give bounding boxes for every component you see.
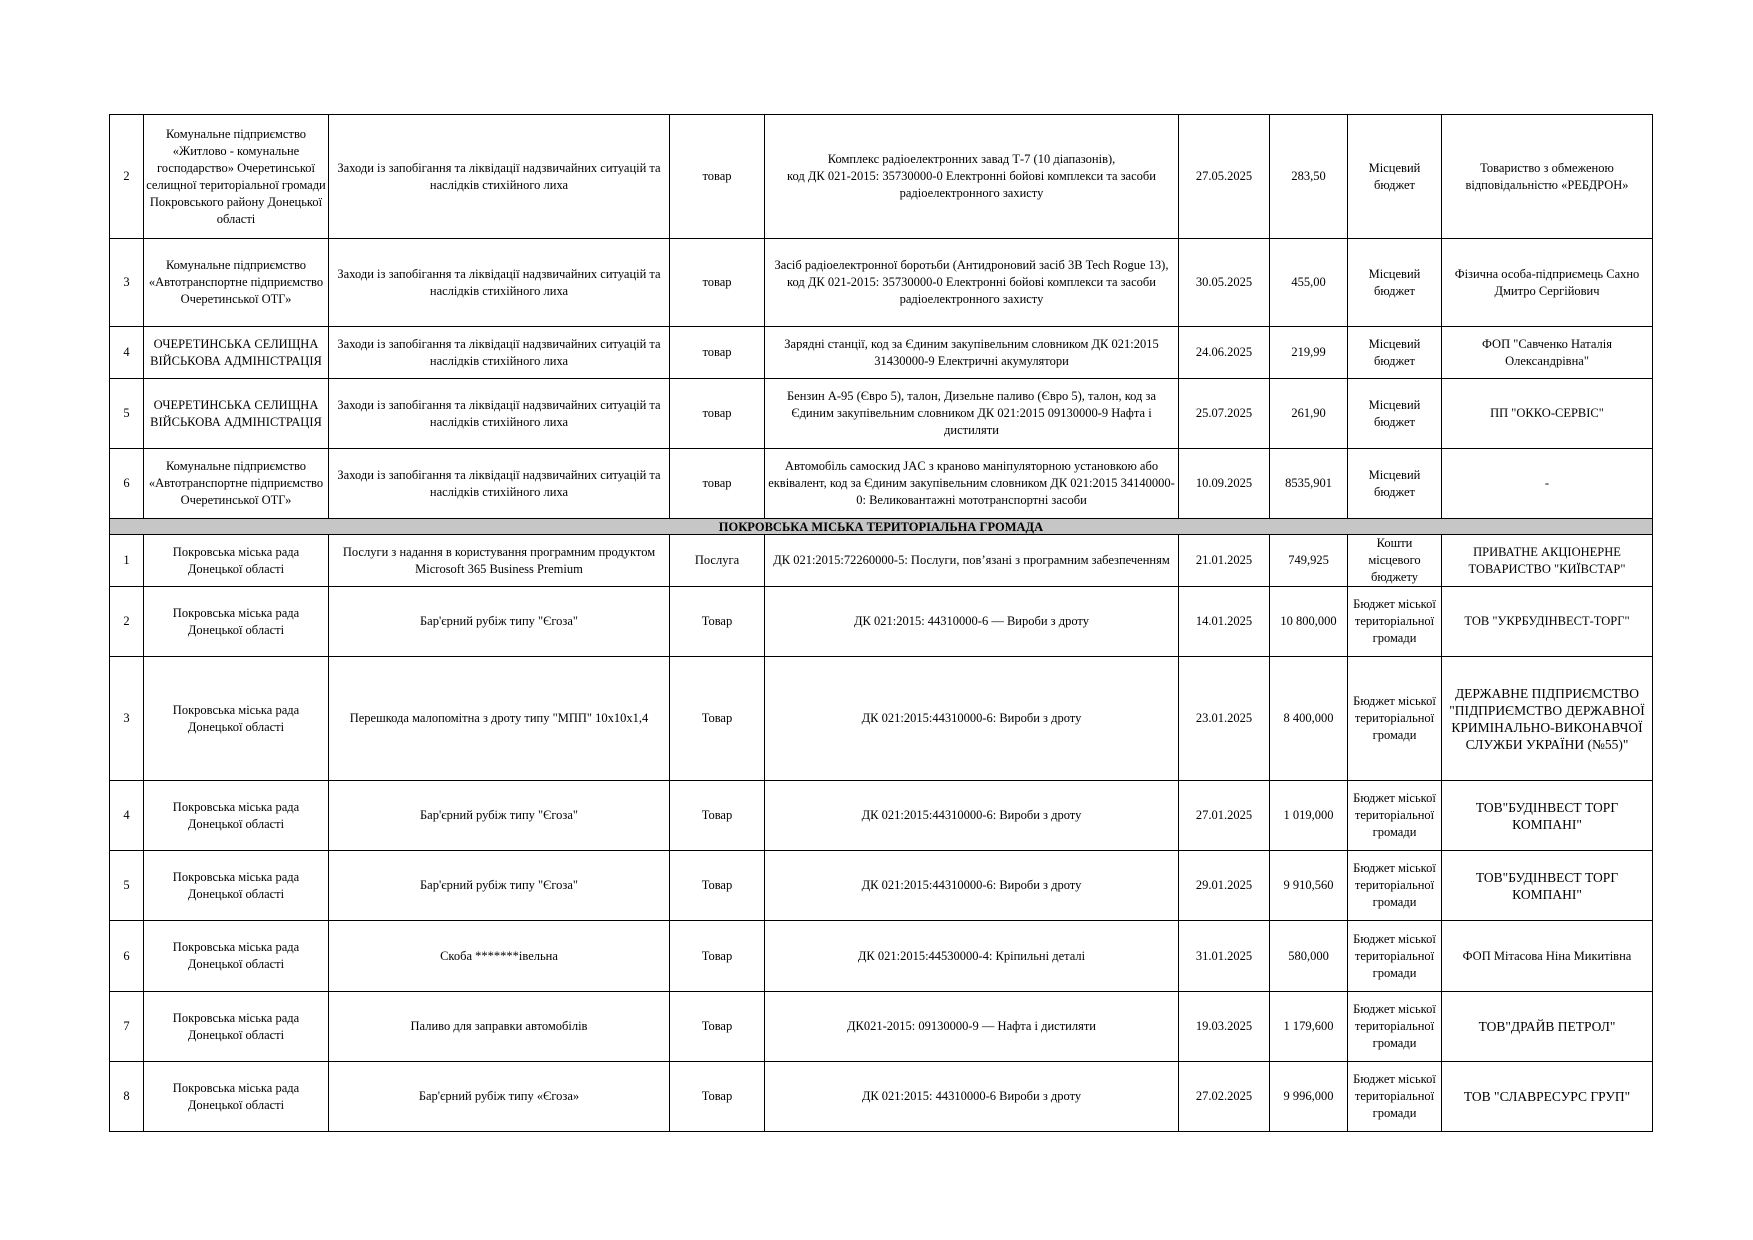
date-cell: 27.01.2025 xyxy=(1179,781,1270,851)
row-number: 3 xyxy=(110,239,144,327)
table-row xyxy=(110,327,1653,379)
supplier-cell: ДЕРЖАВНЕ ПІДПРИЄМСТВО "ПІДПРИЄМСТВО ДЕРЖАВНОЇ КРИМІНАЛЬНО-ВИКОНАВЧОЇ СЛУЖБИ УКРАЇНИ (№55)" xyxy=(1442,657,1653,781)
purpose-cell: Скоба *******івельна xyxy=(329,921,670,992)
table-row xyxy=(110,781,1653,851)
row-number: 6 xyxy=(110,449,144,519)
type-cell: Товар xyxy=(670,587,765,657)
customer-cell: Покровська міська рада Донецької області xyxy=(144,921,329,992)
section-title: ПОКРОВСЬКА МІСЬКА ТЕРИТОРІАЛЬНА ГРОМАДА xyxy=(110,519,1653,535)
table-row xyxy=(110,657,1653,781)
row-number: 4 xyxy=(110,781,144,851)
supplier-cell: ПП "ОККО-СЕРВІС" xyxy=(1442,379,1653,449)
purpose-cell: Паливо для заправки автомобілів xyxy=(329,992,670,1062)
customer-cell: Комунальне підприємство «Автотранспортне підприємство Очеретинської ОТГ» xyxy=(144,239,329,327)
amount-cell: 8535,901 xyxy=(1270,449,1348,519)
row-number: 2 xyxy=(110,587,144,657)
amount-cell: 455,00 xyxy=(1270,239,1348,327)
amount-cell: 9 910,560 xyxy=(1270,851,1348,921)
row-number: 5 xyxy=(110,379,144,449)
customer-cell: Покровська міська рада Донецької області xyxy=(144,851,329,921)
supplier-cell: ТОВ "УКРБУДІНВЕСТ-ТОРГ" xyxy=(1442,587,1653,657)
funding-source-cell: Бюджет міської територіальної громади xyxy=(1348,657,1442,781)
funding-source-cell: Бюджет міської територіальної громади xyxy=(1348,992,1442,1062)
amount-cell: 580,000 xyxy=(1270,921,1348,992)
row-number: 7 xyxy=(110,992,144,1062)
date-cell: 30.05.2025 xyxy=(1179,239,1270,327)
amount-cell: 261,90 xyxy=(1270,379,1348,449)
purpose-cell: Заходи із запобігання та ліквідації надзвичайних ситуацій та наслідків стихійного лиха xyxy=(329,327,670,379)
subject-cell: Зарядні станції, код за Єдиним закупівельним словником ДК 021:2015 31430000-9 Електричні акумулятори xyxy=(765,327,1179,379)
row-number: 6 xyxy=(110,921,144,992)
funding-source-cell: Бюджет міської територіальної громади xyxy=(1348,781,1442,851)
date-cell: 29.01.2025 xyxy=(1179,851,1270,921)
funding-source-cell: Місцевий бюджет xyxy=(1348,449,1442,519)
table-row xyxy=(110,379,1653,449)
customer-cell: Покровська міська рада Донецької області xyxy=(144,587,329,657)
date-cell: 24.06.2025 xyxy=(1179,327,1270,379)
type-cell: Товар xyxy=(670,992,765,1062)
subject-cell: ДК 021:2015:44310000-6: Вироби з дроту xyxy=(765,657,1179,781)
row-number: 4 xyxy=(110,327,144,379)
funding-source-cell: Бюджет міської територіальної громади xyxy=(1348,921,1442,992)
supplier-cell: ПРИВАТНЕ АКЦІОНЕРНЕ ТОВАРИСТВО "КИЇВСТАР" xyxy=(1442,535,1653,587)
subject-cell: ДК 021:2015:44310000-6: Вироби з дроту xyxy=(765,781,1179,851)
type-cell: товар xyxy=(670,449,765,519)
amount-cell: 219,99 xyxy=(1270,327,1348,379)
subject-cell: Комплекс радіоелектронних завад Т-7 (10 діапазонів), код ДК 021-2015: 35730000-0 Електронні бойові комплекси та засоби радіоелектронного захисту xyxy=(765,115,1179,239)
subject-cell: Засіб радіоелектронної боротьби (Антидроновий засіб 3В Tech Rogue 13), код ДК 021-2015: 35730000-0 Електронні бойові комплекси та засоби радіоелектронного захисту xyxy=(765,239,1179,327)
funding-source-cell: Бюджет міської територіальної громади xyxy=(1348,1062,1442,1132)
purpose-cell: Бар'єрний рубіж типу "Єгоза" xyxy=(329,851,670,921)
amount-cell: 8 400,000 xyxy=(1270,657,1348,781)
subject-cell: Автомобіль самоскид JAC з краново маніпуляторною установкою або еквівалент, код за Єдиним закупівельним словником ДК 021:2015 34140000-0: Великовантажні мототранспортні засоби xyxy=(765,449,1179,519)
date-cell: 10.09.2025 xyxy=(1179,449,1270,519)
table-row xyxy=(110,587,1653,657)
amount-cell: 283,50 xyxy=(1270,115,1348,239)
purpose-cell: Послуги з надання в користування програмним продуктом Microsoft 365 Business Premium xyxy=(329,535,670,587)
table-row xyxy=(110,115,1653,239)
date-cell: 31.01.2025 xyxy=(1179,921,1270,992)
funding-source-cell: Кошти місцевого бюджету xyxy=(1348,535,1442,587)
section-header-row xyxy=(110,519,1653,535)
type-cell: Товар xyxy=(670,921,765,992)
supplier-cell: ТОВ "СЛАВРЕСУРС ГРУП" xyxy=(1442,1062,1653,1132)
row-number: 1 xyxy=(110,535,144,587)
purpose-cell: Бар'єрний рубіж типу "Єгоза" xyxy=(329,781,670,851)
customer-cell: Комунальне підприємство «Житлово - комунальне господарство» Очеретинської селищної територіальної громади Покровського району Донецької області xyxy=(144,115,329,239)
type-cell: товар xyxy=(670,239,765,327)
date-cell: 21.01.2025 xyxy=(1179,535,1270,587)
customer-cell: Покровська міська рада Донецької області xyxy=(144,992,329,1062)
funding-source-cell: Місцевий бюджет xyxy=(1348,115,1442,239)
purpose-cell: Бар'єрний рубіж типу "Єгоза" xyxy=(329,587,670,657)
purpose-cell: Заходи із запобігання та ліквідації надзвичайних ситуацій та наслідків стихійного лиха xyxy=(329,239,670,327)
customer-cell: ОЧЕРЕТИНСЬКА СЕЛИЩНА ВІЙСЬКОВА АДМІНІСТРАЦІЯ xyxy=(144,379,329,449)
date-cell: 27.05.2025 xyxy=(1179,115,1270,239)
row-number: 5 xyxy=(110,851,144,921)
amount-cell: 1 179,600 xyxy=(1270,992,1348,1062)
type-cell: Товар xyxy=(670,657,765,781)
amount-cell: 1 019,000 xyxy=(1270,781,1348,851)
amount-cell: 9 996,000 xyxy=(1270,1062,1348,1132)
table-row xyxy=(110,921,1653,992)
table-row xyxy=(110,851,1653,921)
supplier-cell: Фізична особа-підприємець Сахно Дмитро Сергійович xyxy=(1442,239,1653,327)
supplier-cell: ФОП Мітасова Ніна Микитівна xyxy=(1442,921,1653,992)
table-row xyxy=(110,449,1653,519)
type-cell: товар xyxy=(670,327,765,379)
type-cell: товар xyxy=(670,115,765,239)
table-row xyxy=(110,239,1653,327)
procurement-table xyxy=(109,114,1653,1132)
date-cell: 23.01.2025 xyxy=(1179,657,1270,781)
amount-cell: 10 800,000 xyxy=(1270,587,1348,657)
date-cell: 19.03.2025 xyxy=(1179,992,1270,1062)
funding-source-cell: Місцевий бюджет xyxy=(1348,379,1442,449)
customer-cell: ОЧЕРЕТИНСЬКА СЕЛИЩНА ВІЙСЬКОВА АДМІНІСТРАЦІЯ xyxy=(144,327,329,379)
table-row xyxy=(110,535,1653,587)
customer-cell: Покровська міська рада Донецької області xyxy=(144,535,329,587)
purpose-cell: Заходи із запобігання та ліквідації надзвичайних ситуацій та наслідків стихійного лиха xyxy=(329,115,670,239)
funding-source-cell: Місцевий бюджет xyxy=(1348,327,1442,379)
subject-cell: ДК 021:2015:72260000-5: Послуги, пов’язані з програмним забезпеченням xyxy=(765,535,1179,587)
date-cell: 14.01.2025 xyxy=(1179,587,1270,657)
table-row xyxy=(110,992,1653,1062)
funding-source-cell: Бюджет міської територіальної громади xyxy=(1348,587,1442,657)
type-cell: Товар xyxy=(670,781,765,851)
subject-cell: ДК 021:2015: 44310000-6 — Вироби з дроту xyxy=(765,587,1179,657)
supplier-cell: Товариство з обмеженою відповідальністю «РЕБДРОН» xyxy=(1442,115,1653,239)
customer-cell: Покровська міська рада Донецької області xyxy=(144,781,329,851)
type-cell: Товар xyxy=(670,851,765,921)
supplier-cell: ТОВ"ДРАЙВ ПЕТРОЛ" xyxy=(1442,992,1653,1062)
row-number: 2 xyxy=(110,115,144,239)
subject-cell: ДК021-2015: 09130000-9 — Нафта і дистиляти xyxy=(765,992,1179,1062)
table-row xyxy=(110,1062,1653,1132)
subject-cell: ДК 021:2015:44310000-6: Вироби з дроту xyxy=(765,851,1179,921)
customer-cell: Покровська міська рада Донецької області xyxy=(144,1062,329,1132)
amount-cell: 749,925 xyxy=(1270,535,1348,587)
supplier-cell: ФОП "Савченко Наталія Олександрівна" xyxy=(1442,327,1653,379)
customer-cell: Покровська міська рада Донецької області xyxy=(144,657,329,781)
funding-source-cell: Місцевий бюджет xyxy=(1348,239,1442,327)
row-number: 8 xyxy=(110,1062,144,1132)
row-number: 3 xyxy=(110,657,144,781)
subject-cell: ДК 021:2015: 44310000-6 Вироби з дроту xyxy=(765,1062,1179,1132)
date-cell: 27.02.2025 xyxy=(1179,1062,1270,1132)
supplier-cell: - xyxy=(1442,449,1653,519)
purpose-cell: Заходи із запобігання та ліквідації надзвичайних ситуацій та наслідків стихійного лиха xyxy=(329,449,670,519)
type-cell: Товар xyxy=(670,1062,765,1132)
purpose-cell: Заходи із запобігання та ліквідації надзвичайних ситуацій та наслідків стихійного лиха xyxy=(329,379,670,449)
date-cell: 25.07.2025 xyxy=(1179,379,1270,449)
subject-cell: Бензин А-95 (Євро 5), талон, Дизельне паливо (Євро 5), талон, код за Єдиним закупівельним словником ДК 021:2015 09130000-9 Нафта і дистиляти xyxy=(765,379,1179,449)
purpose-cell: Бар'єрний рубіж типу «Єгоза» xyxy=(329,1062,670,1132)
subject-cell: ДК 021:2015:44530000-4: Кріпильні деталі xyxy=(765,921,1179,992)
type-cell: Послуга xyxy=(670,535,765,587)
supplier-cell: ТОВ"БУДІНВЕСТ ТОРГ КОМПАНІ" xyxy=(1442,851,1653,921)
purpose-cell: Перешкода малопомітна з дроту типу "МПП" 10х10х1,4 xyxy=(329,657,670,781)
customer-cell: Комунальне підприємство «Автотранспортне підприємство Очеретинської ОТГ» xyxy=(144,449,329,519)
funding-source-cell: Бюджет міської територіальної громади xyxy=(1348,851,1442,921)
supplier-cell: ТОВ"БУДІНВЕСТ ТОРГ КОМПАНІ" xyxy=(1442,781,1653,851)
type-cell: товар xyxy=(670,379,765,449)
